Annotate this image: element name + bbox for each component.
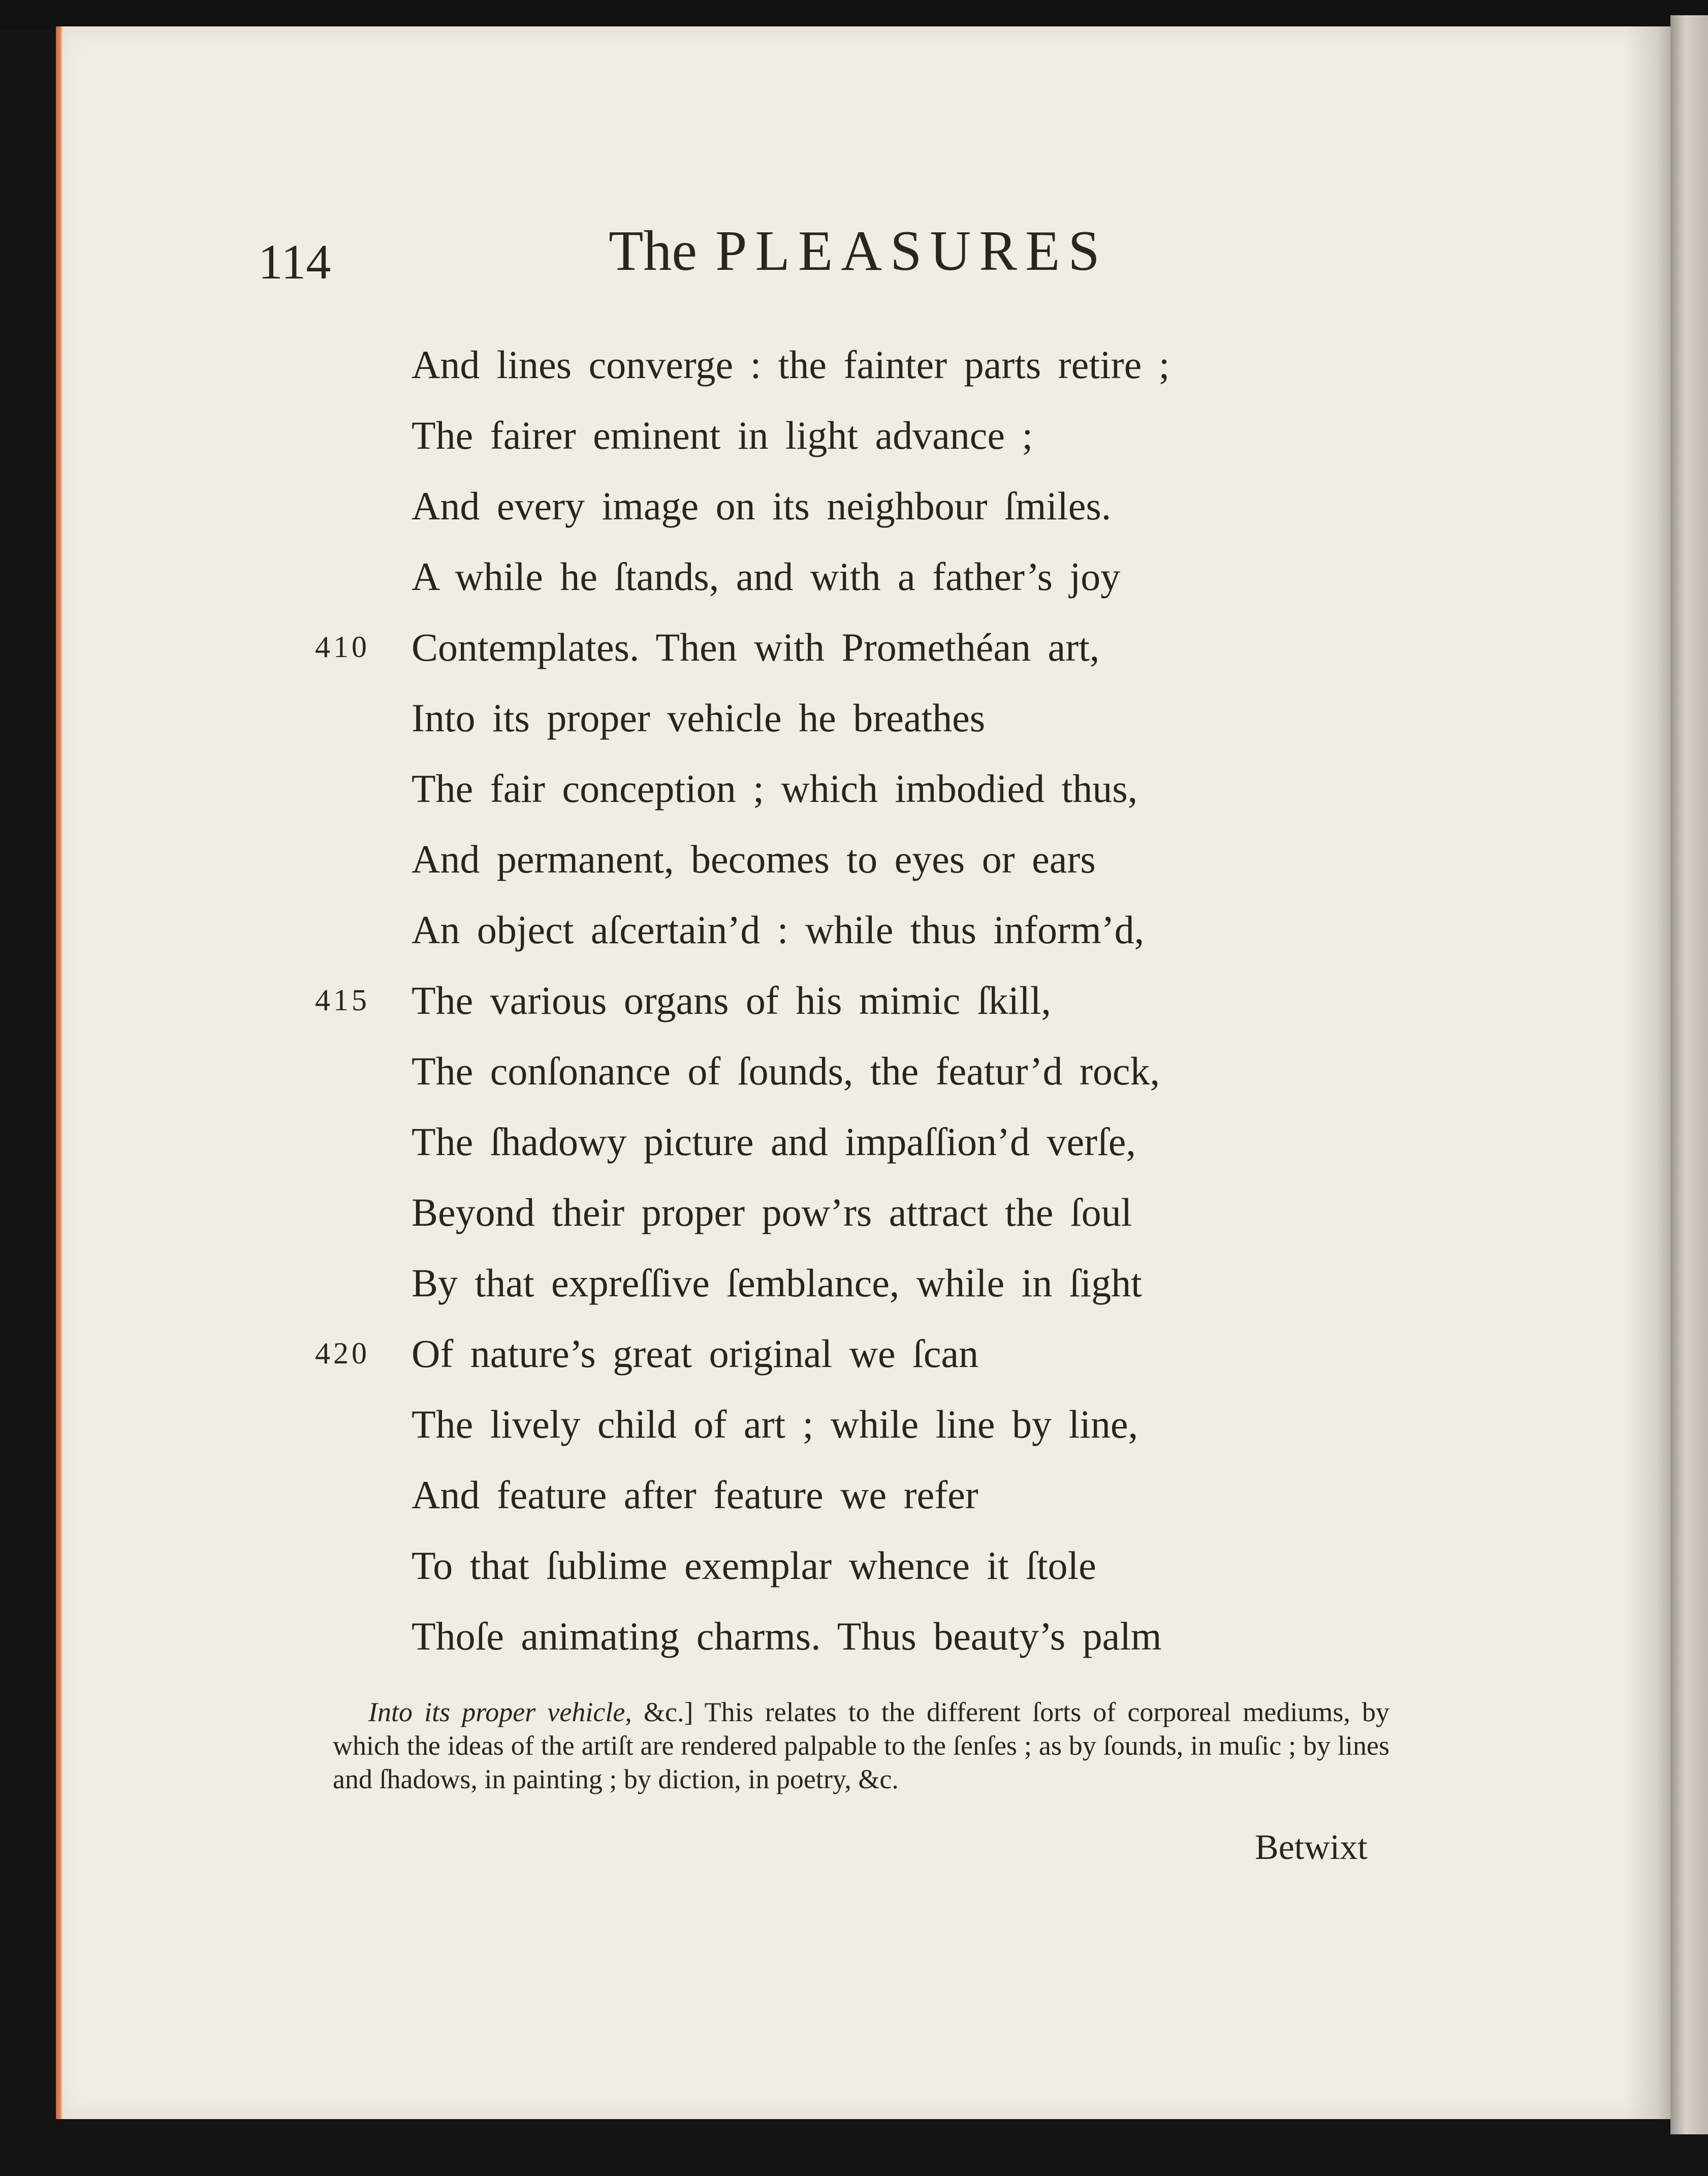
poem-line [305, 1177, 1372, 1248]
line-text: The ſhadowy picture and impaſſion’d verſe, [412, 1120, 1136, 1164]
poem-line [305, 1601, 1372, 1671]
footnote-lemma: Into its proper vehicle, [368, 1697, 632, 1727]
page-header [258, 213, 1427, 295]
line-text: And lines converge : the fainter parts retire ; [412, 343, 1170, 387]
line-text: An object aſcertain’d : while thus inform’d, [412, 908, 1145, 952]
line-text: Thoſe animating charms. Thus beauty’s palm [412, 1614, 1162, 1658]
poem-line [305, 541, 1372, 612]
line-number: 415 [315, 983, 370, 1017]
poem-line [305, 612, 1372, 682]
line-number: 410 [315, 630, 370, 664]
running-head [609, 219, 1108, 284]
footnote-body: &c.] This relates to the different ſorts of corporeal mediums, by which the ideas of the artiſt are rendered palpable to the ſenſes ; as by ſounds, in muſic ; by lines and ſhadows, in painting ; by diction, in poetry, &c. [333, 1697, 1390, 1794]
running-head-article: The [609, 220, 698, 283]
poem-line [305, 400, 1372, 471]
scan-background [0, 0, 1708, 30]
poem-line [305, 1248, 1372, 1318]
line-text: By that expreſſive ſemblance, while in ſight [412, 1261, 1142, 1305]
poem-line [305, 1459, 1372, 1530]
line-text: The conſonance of ſounds, the featur’d rock, [412, 1049, 1160, 1093]
poem [305, 329, 1372, 1671]
poem-line [305, 753, 1372, 824]
line-text: The various organs of his mimic ſkill, [412, 978, 1051, 1022]
line-text: Beyond their proper pow’rs attract the ſoul [412, 1190, 1132, 1234]
line-text: And every image on its neighbour ſmiles. [412, 484, 1112, 528]
line-number: 420 [315, 1336, 370, 1370]
line-text: And feature after feature we refer [412, 1473, 978, 1517]
line-text: To that ſublime exemplar whence it ſtole [412, 1543, 1096, 1588]
page-gutter-shadow [1625, 26, 1670, 2119]
page-edge [56, 26, 63, 2119]
poem-line [305, 1318, 1372, 1389]
line-text: The lively child of art ; while line by line, [412, 1402, 1138, 1446]
poem-line [305, 1389, 1372, 1459]
poem-line [305, 824, 1372, 894]
line-text: A while he ſtands, and with a father’s joy [412, 554, 1121, 599]
poem-line [305, 1036, 1372, 1106]
page-number: 114 [258, 235, 331, 290]
adjacent-page-edge [1670, 15, 1708, 2134]
line-text: Of nature’s great original we ſcan [412, 1331, 979, 1376]
line-text: Into its proper vehicle he breathes [412, 696, 986, 740]
poem-line [305, 894, 1372, 965]
poem-line [305, 1530, 1372, 1601]
poem-line [305, 682, 1372, 753]
poem-line [305, 965, 1372, 1036]
poem-line [305, 471, 1372, 541]
running-head-title: PLEASURES [715, 220, 1108, 283]
poem-line [305, 329, 1372, 400]
catchword: Betwixt [1255, 1828, 1368, 1867]
line-text: Contemplates. Then with Promethéan art, [412, 625, 1100, 669]
line-text: The fairer eminent in light advance ; [412, 413, 1033, 457]
line-text: The fair conception ; which imbodied thus, [412, 766, 1138, 811]
poem-line [305, 1106, 1372, 1177]
line-text: And permanent, becomes to eyes or ears [412, 837, 1096, 881]
footnote [333, 1695, 1389, 1796]
